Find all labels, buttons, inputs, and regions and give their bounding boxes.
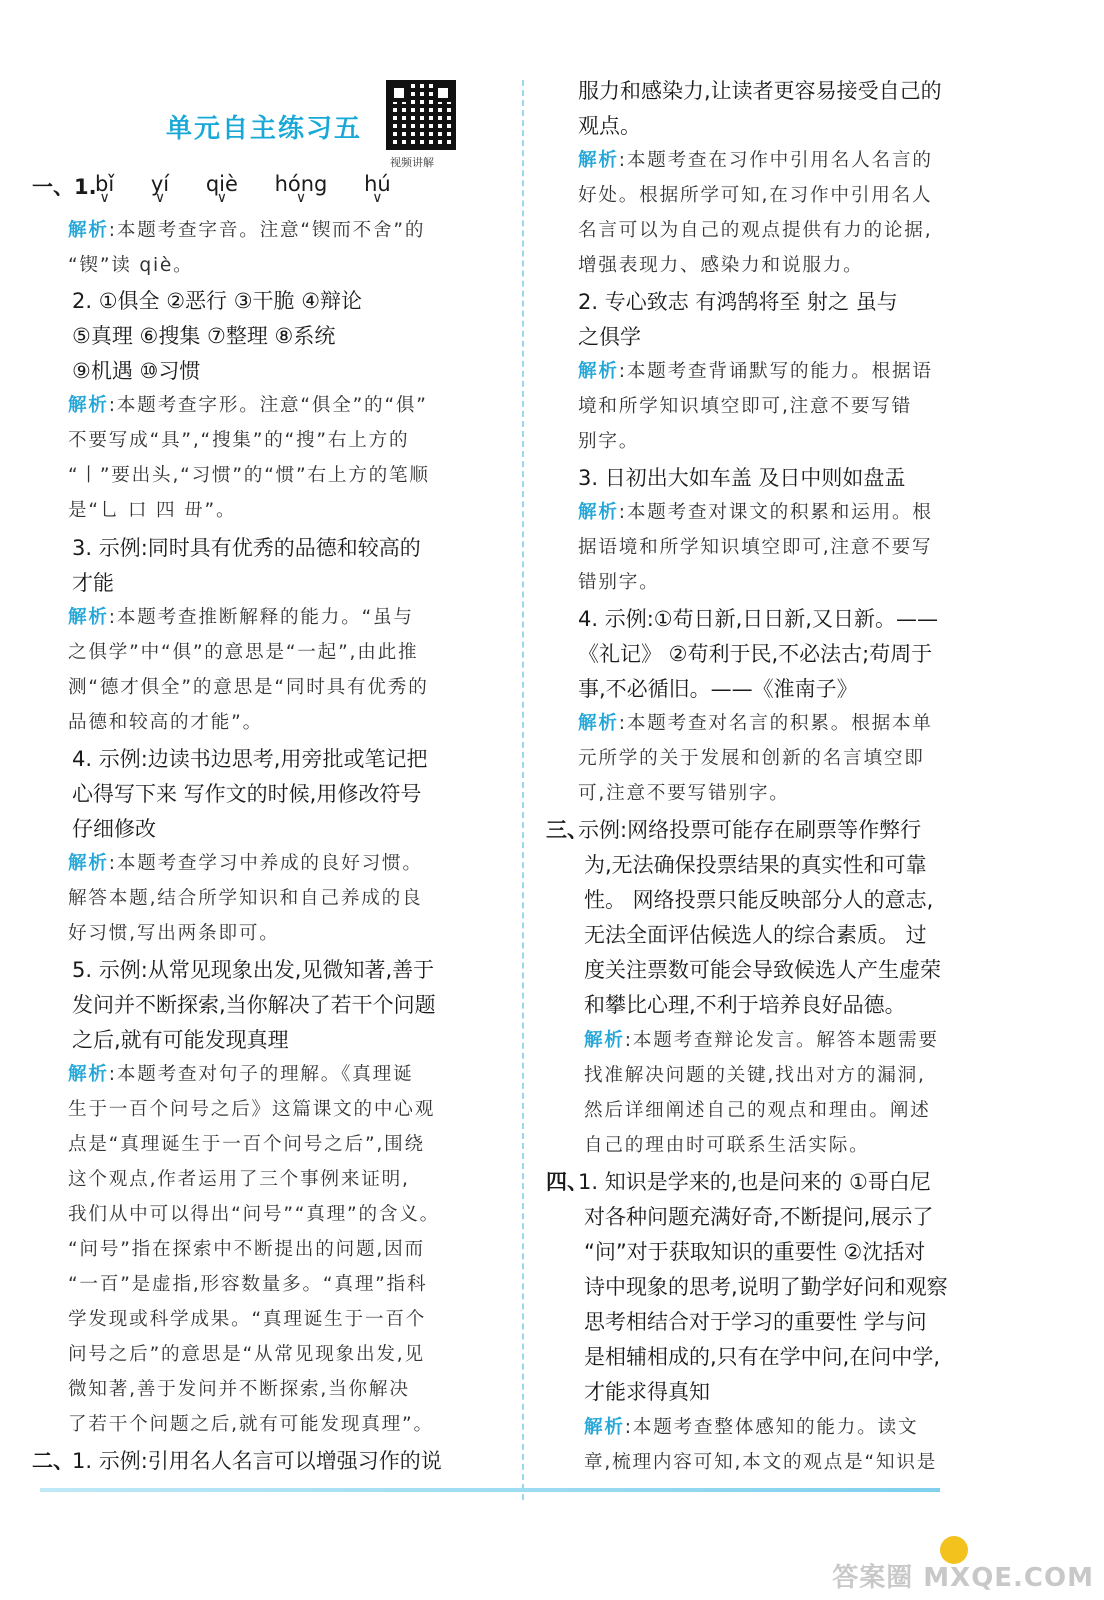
analysis-label: 解析: [584, 1030, 625, 1051]
line-text: ⑨机遇 ⑩习惯: [72, 359, 201, 383]
analysis-line: [68, 603, 414, 633]
answer-line: [68, 1410, 434, 1440]
analysis-label: 解析: [578, 361, 619, 382]
answer-line: [68, 1235, 425, 1265]
answer-line: [72, 533, 421, 563]
qr-caption: 视频讲解: [390, 156, 434, 169]
line-text: 和攀比心理,不利于培养良好品德。: [584, 993, 906, 1017]
line-text: :本题考查整体感知的能力。读文: [624, 1417, 919, 1438]
analysis-line: [68, 1060, 413, 1090]
line-text: ⑤真理 ⑥搜集 ⑦整理 ⑧系统: [72, 324, 336, 348]
answer-line: [68, 1200, 440, 1230]
line-text: 3. 日初出大如车盖 及日中则如盘盂: [578, 466, 906, 490]
line-text: 诗中现象的思考,说明了勤学好问和观察: [584, 1275, 948, 1299]
answer-line: [68, 426, 409, 456]
line-text: 示例:网络投票可能存在刷票等作弊行: [578, 818, 922, 842]
line-text: “问”对于获取知识的重要性 ②沈括对: [584, 1240, 926, 1264]
line-text: “一百”是虚指,形容数量多。“真理”指科: [68, 1274, 428, 1295]
analysis-label: 解析: [578, 502, 619, 523]
line-text: 1. 示例:引用名人名言可以增强习作的说: [72, 1449, 442, 1473]
answer-line: [584, 1096, 931, 1126]
answer-line: [584, 1061, 926, 1091]
answer-line: [68, 461, 430, 491]
line-text: 好处。根据所学可知,在习作中引用名人: [578, 185, 933, 206]
line-text: 境和所学知识填空即可,注意不要写错: [578, 396, 913, 417]
answer-line: [578, 779, 790, 809]
answer-line: [72, 1025, 289, 1055]
answer-line: [584, 1237, 925, 1267]
line-text: 仔细修改: [72, 817, 156, 841]
line-text: 之后,就有可能发现真理: [72, 1028, 289, 1052]
answer-line: [72, 955, 434, 985]
answer-line: [68, 1375, 410, 1405]
analysis-line: [578, 357, 933, 387]
analysis-line: [578, 498, 933, 528]
answer-line: [68, 884, 422, 914]
answer-line: [584, 1131, 870, 1161]
line-text: 生于一百个问号之后》这篇课文的中心观: [68, 1099, 436, 1120]
line-text: 不要写成“具”,“搜集”的“搜”右上方的: [68, 430, 410, 451]
answer-line: [72, 1446, 442, 1476]
analysis-label: 解析: [68, 220, 109, 241]
answer-line: [584, 1307, 927, 1337]
line-text: 才能: [72, 571, 114, 595]
answer-line: [584, 1448, 937, 1478]
answer-line: [578, 76, 942, 106]
line-text: 然后详细阐述自己的观点和理由。阐述: [584, 1100, 931, 1121]
pinyin-item: bǐ ∨: [95, 172, 114, 196]
analysis-label: 解析: [68, 1064, 109, 1085]
line-text: 之俱学: [578, 325, 641, 349]
line-text: 3. 示例:同时具有优秀的品德和较高的: [72, 536, 421, 560]
line-text: 这个观点,作者运用了三个事例来证明,: [68, 1169, 410, 1190]
line-text: :本题考查推断解释的能力。“虽与: [108, 607, 414, 628]
line-text: 据语境和所学知识填空即可,注意不要写: [578, 537, 933, 558]
line-text: 为,无法确保投票结果的真实性和可靠: [584, 853, 927, 877]
line-text: 元所学的关于发展和创新的名言填空即: [578, 748, 925, 769]
line-text: 无法全面评估候选人的综合素质。 过: [584, 923, 927, 947]
answer-line: [584, 920, 927, 950]
answer-line: [584, 1272, 948, 1302]
answer-line: [578, 427, 639, 457]
answer-line: [578, 533, 932, 563]
line-text: 学发现或科学成果。“真理诞生于一百个: [68, 1309, 427, 1330]
analysis-line: [68, 849, 423, 879]
line-text: 问号之后”的意思是“从常见现象出发,见: [68, 1344, 425, 1365]
line-text: 度关注票数可能会导致候选人产生虚荣: [584, 958, 941, 982]
line-text: 是相辅相成的,只有在学中问,在问中学,: [584, 1345, 941, 1369]
answer-line: [578, 181, 932, 211]
answer-line: [584, 1202, 933, 1232]
answer-line: [578, 744, 925, 774]
answer-line: [68, 638, 418, 668]
analysis-label: 解析: [68, 607, 109, 628]
answer-line: [72, 568, 114, 598]
answer-line: [578, 815, 921, 845]
answer-line: [72, 744, 427, 774]
section-two-marker: 二、: [32, 1449, 74, 1473]
line-text: 是“乚 口 四 毌”。: [68, 500, 237, 521]
line-text: 章,梳理内容可知,本文的观点是“知识是: [584, 1452, 938, 1473]
answer-line: [578, 604, 938, 634]
answer-line: [72, 286, 362, 316]
answer-line: [72, 356, 200, 386]
answer-line: [68, 1305, 426, 1335]
answer-line: [72, 779, 421, 809]
line-text: :本题考查在习作中引用名人名言的: [618, 150, 933, 171]
line-text: :本题考查背诵默写的能力。根据语: [618, 361, 933, 382]
line-text: 品德和较高的才能”。: [68, 712, 263, 733]
analysis-label: 解析: [68, 395, 109, 416]
line-text: :本题考查辩论发言。解答本题需要: [624, 1030, 939, 1051]
answer-line: [584, 885, 933, 915]
answer-line: [72, 321, 335, 351]
analysis-label: 解析: [68, 853, 109, 874]
line-text: :本题考查对名言的积累。根据本单: [618, 713, 933, 734]
answer-line: [72, 990, 436, 1020]
line-text: 别字。: [578, 431, 640, 452]
line-text: 4. 示例:边读书边思考,用旁批或笔记把: [72, 747, 428, 771]
line-text: 解答本题,结合所学知识和自己养成的良: [68, 888, 423, 909]
answer-line: [578, 639, 932, 669]
answer-line: [578, 568, 660, 598]
footer-bar: [40, 1488, 940, 1492]
answer-line: [578, 287, 898, 317]
line-text: 性。 网络投票只能反映部分人的意志,: [584, 888, 934, 912]
answer-line: [68, 1130, 425, 1160]
answer-line: [68, 708, 263, 738]
answer-line: [578, 463, 905, 493]
line-text: 心得写下来 写作文的时候,用修改符号: [72, 782, 422, 806]
line-text: :本题考查对课文的积累和运用。根: [618, 502, 933, 523]
answer-line: [578, 1167, 931, 1197]
line-text: 才能求得真知: [584, 1380, 710, 1404]
line-text: 服力和感染力,让读者更容易接受自己的: [578, 79, 942, 103]
line-text: 观点。: [578, 114, 641, 138]
answer-line: [68, 1340, 425, 1370]
line-text: 《礼记》 ②苟利于民,不必法古;苟周于: [578, 642, 933, 666]
answer-line: [584, 990, 906, 1020]
analysis-line: [584, 1026, 939, 1056]
answer-line: [578, 216, 932, 246]
section-three-marker: 三、: [546, 818, 588, 842]
qr-code-icon[interactable]: [386, 80, 456, 150]
answer-line: [584, 955, 941, 985]
analysis-label: 解析: [578, 713, 619, 734]
line-text: 自己的理由时可联系生活实际。: [584, 1135, 870, 1156]
line-text: 对各种问题充满好奇,不断提问,展示了: [584, 1205, 934, 1229]
line-text: 测“德才俱全”的意思是“同时具有优秀的: [68, 677, 429, 698]
line-text: 1. 知识是学来的,也是问来的 ①哥白尼: [578, 1170, 931, 1194]
line-text: 名言可以为自己的观点提供有力的论据,: [578, 220, 933, 241]
analysis-label: 解析: [578, 150, 619, 171]
answer-line: [584, 1342, 940, 1372]
line-text: 之俱学”中“俱”的意思是“一起”,由此推: [68, 642, 419, 663]
answer-line: [578, 674, 858, 704]
answer-line: [68, 1270, 427, 1300]
line-text: 5. 示例:从常见现象出发,见微知著,善于: [72, 958, 435, 982]
line-text: “问号”指在探索中不断提出的问题,因而: [68, 1239, 425, 1260]
answer-line: [578, 392, 912, 422]
answer-line: [68, 1165, 410, 1195]
line-text: 事,不必循旧。——《淮南子》: [578, 677, 858, 701]
line-text: :本题考查对句子的理解。《真理诞: [108, 1064, 414, 1085]
line-text: 点是“真理诞生于一百个问号之后”,围绕: [68, 1134, 425, 1155]
line-text: :本题考查学习中养成的良好习惯。: [108, 853, 423, 874]
answer-line: [68, 919, 280, 949]
answer-line: [578, 111, 641, 141]
line-text: 找准解决问题的关键,找出对方的漏洞,: [584, 1065, 926, 1086]
answer-line: [584, 850, 927, 880]
line-text: 2. 专心致志 有鸿鹄将至 射之 虽与: [578, 290, 898, 314]
line-text: 发问并不断探索,当你解决了若干个问题: [72, 993, 436, 1017]
analysis-label: 解析: [584, 1417, 625, 1438]
answer-line: [68, 251, 194, 281]
analysis-line: [584, 1413, 918, 1443]
pinyin-row: [95, 172, 421, 196]
answer-line: [68, 1095, 435, 1125]
line-text: 2. ①俱全 ②恶行 ③干脆 ④辩论: [72, 289, 363, 313]
line-text: :本题考查字形。注意“俱全”的“俱”: [108, 395, 428, 416]
line-text: 增强表现力、感染力和说服力。: [578, 255, 864, 276]
pinyin-item: yí ∨: [151, 172, 169, 196]
column-divider: [522, 80, 524, 1500]
section-one-marker: 一、1.: [32, 175, 97, 199]
line-text: 微知著,善于发问并不断探索,当你解决: [68, 1379, 410, 1400]
line-text: “锲”读 qiè。: [68, 255, 194, 276]
answer-line: [68, 673, 429, 703]
line-text: 好习惯,写出两条即可。: [68, 923, 280, 944]
analysis-line: [578, 709, 933, 739]
line-text: “丨”要出头,“习惯”的“惯”右上方的笔顺: [68, 465, 430, 486]
line-text: 错别字。: [578, 572, 660, 593]
section-four-marker: 四、: [546, 1170, 588, 1194]
answer-line: [578, 322, 641, 352]
pinyin-item: qiè ∨: [206, 172, 238, 196]
pinyin-item: hú ∨: [364, 172, 391, 196]
analysis-line: [68, 391, 428, 421]
answer-line: [72, 814, 156, 844]
watermark: 答案圈 MXQE.COM: [832, 1563, 1094, 1593]
line-text: 思考相结合对于学习的重要性 学与问: [584, 1310, 927, 1334]
line-text: 了若干个问题之后,就有可能发现真理”。: [68, 1414, 434, 1435]
answer-line: [68, 496, 236, 526]
line-text: 我们从中可以得出“问号”“真理”的含义。: [68, 1204, 441, 1225]
analysis-line: [68, 216, 425, 246]
line-text: :本题考查字音。注意“锲而不舍”的: [108, 220, 426, 241]
answer-line: [584, 1377, 710, 1407]
page-title: 单元自主练习五: [166, 114, 363, 144]
answer-line: [578, 251, 864, 281]
analysis-line: [578, 146, 933, 176]
pinyin-item: hóng ∨: [275, 172, 328, 196]
line-text: 可,注意不要写错别字。: [578, 783, 790, 804]
line-text: 4. 示例:①苟日新,日日新,又日新。——: [578, 607, 938, 631]
